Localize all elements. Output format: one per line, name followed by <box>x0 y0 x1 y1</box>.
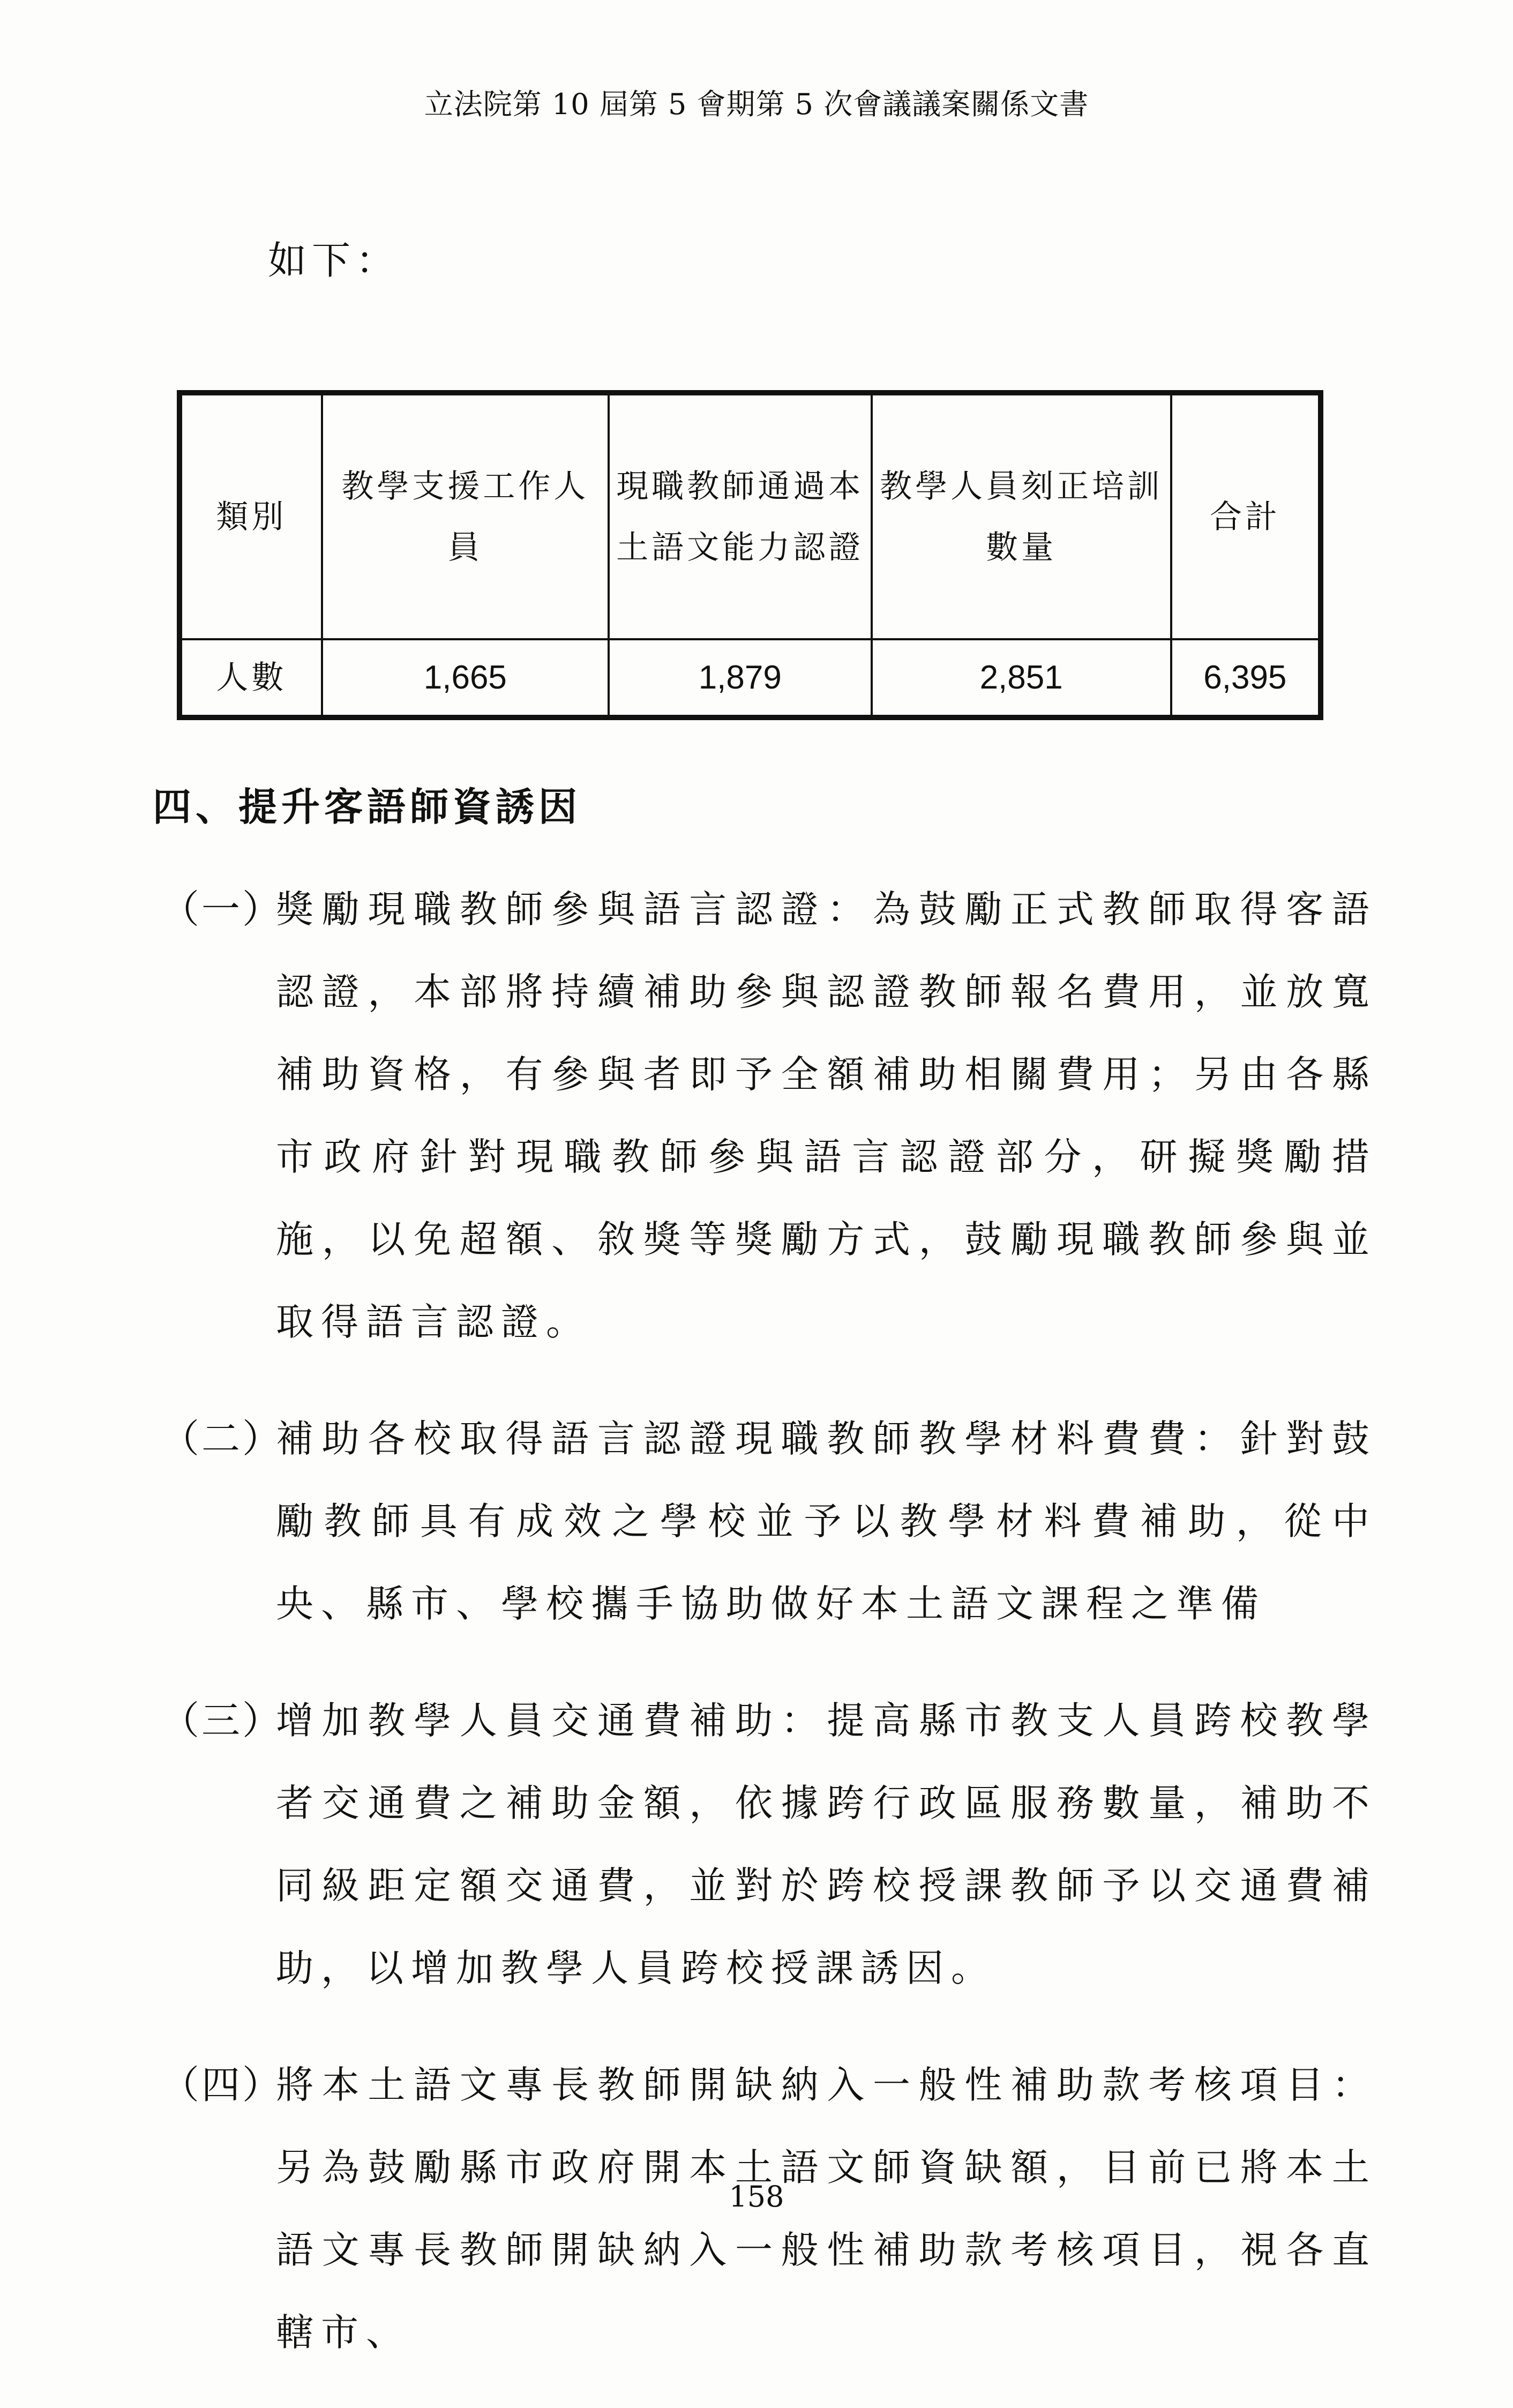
table-cell: 1,879 <box>609 639 872 717</box>
section-title: 四、提升客語師資誘因 <box>153 784 582 829</box>
item-text: 將本土語文專長教師開缺納入一般性補助款考核項目：另為鼓勵縣市政府開本土語文師資缺額，目前已將本土語文專長教師開缺納入一般性補助款考核項目，視各直轄市、 <box>276 2063 1377 2354</box>
table-cell-total: 6,395 <box>1171 639 1321 717</box>
item-marker: （四） <box>161 2062 283 2107</box>
table-cell: 2,851 <box>872 639 1171 717</box>
list-item <box>161 1397 1377 1645</box>
page-number: 158 <box>729 2180 784 2213</box>
intro-text: 如下： <box>268 238 400 283</box>
table-row-label: 人數 <box>179 639 322 717</box>
item-text: 補助各校取得語言認證現職教師教學材料費費：針對鼓勵教師具有成效之學校並予以教學材料費補助，從中央、縣市、學校攜手協助做好本土語文課程之準備 <box>276 1417 1377 1626</box>
list-item <box>161 868 1377 1363</box>
document-header: 立法院第 10 屆第 5 會期第 5 次會議議案關係文書 <box>424 87 1089 121</box>
statistics-table <box>177 390 1323 720</box>
item-text: 獎勵現職教師參與語言認證：為鼓勵正式教師取得客語認證，本部將持續補助參與認證教師報名費用，並放寬補助資格，有參與者即予全額補助相關費用；另由各縣市政府針對現職教師參與語言認證部分，研擬獎勵措施，以免超額、敘獎等獎勵方式，鼓勵現職教師參與並取得語言認證。 <box>276 887 1377 1344</box>
table-header-cell: 現職教師通過本土語文能力認證 <box>609 393 872 639</box>
table-header-cell: 教學支援工作人員 <box>322 393 609 639</box>
item-text: 增加教學人員交通費補助：提高縣市教支人員跨校教學者交通費之補助金額，依據跨行政區服務數量，補助不同級距定額交通費，並對於跨校授課教師予以交通費補助，以增加教學人員跨校授課誘因。 <box>276 1699 1377 1990</box>
item-marker: （二） <box>161 1416 283 1461</box>
table-header-cell: 合計 <box>1171 393 1321 639</box>
table-header-cell: 教學人員刻正培訓數量 <box>872 393 1171 639</box>
table-row <box>179 639 1321 717</box>
table-cell: 1,665 <box>322 639 609 717</box>
list-item <box>161 1679 1377 2009</box>
item-marker: （三） <box>161 1698 283 1743</box>
item-marker: （一） <box>161 887 283 932</box>
item-list <box>161 868 1377 2408</box>
table-header-cell: 類別 <box>179 393 322 639</box>
table-header-row <box>179 393 1321 639</box>
